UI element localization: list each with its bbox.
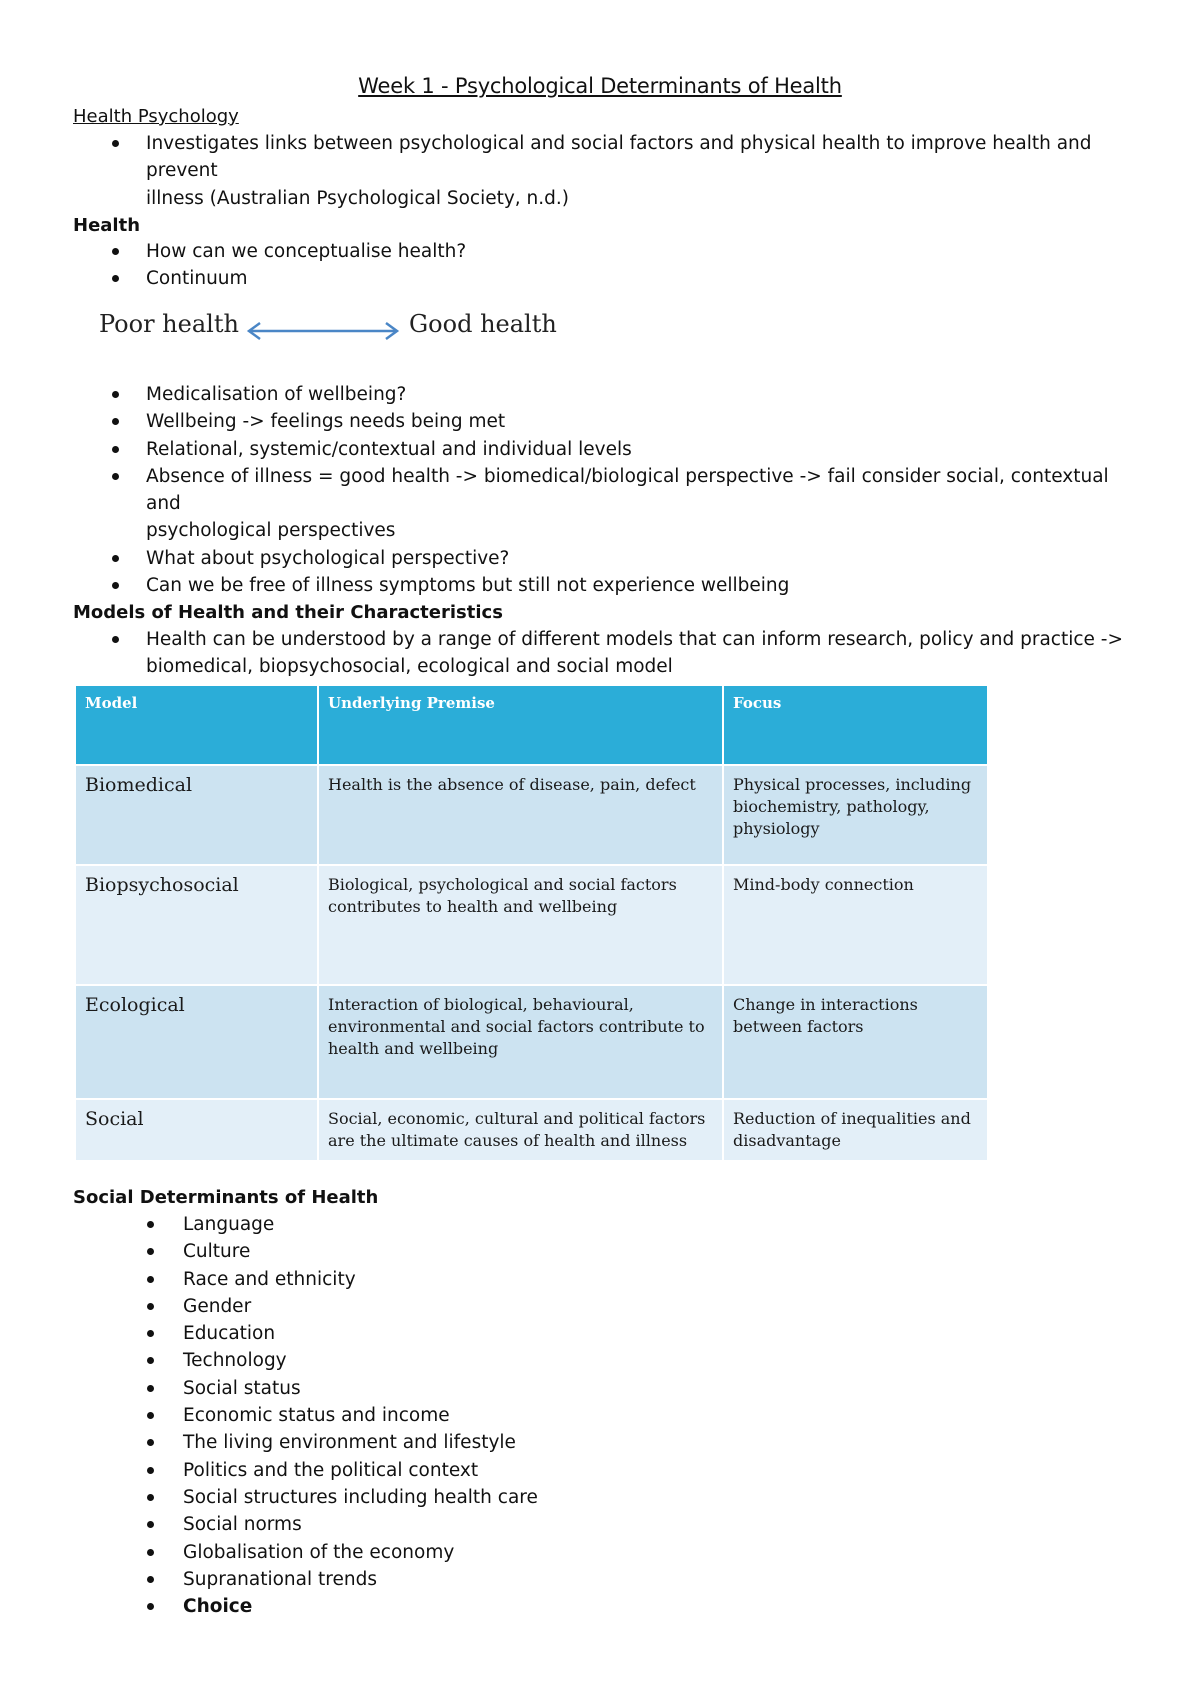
list-item: Technology (183, 1347, 983, 1374)
list-item: Social status (183, 1375, 983, 1402)
bullet-icon (147, 1276, 154, 1283)
bullet-icon (112, 582, 119, 589)
list-item: Medicalisation of wellbeing? (146, 381, 1146, 408)
cell-model: Ecological (75, 985, 318, 1099)
list-item: Choice (183, 1593, 983, 1620)
list-item: Language (183, 1211, 983, 1238)
list-item: Gender (183, 1293, 983, 1320)
bullet-icon (147, 1494, 154, 1501)
list-item: Relational, systemic/contextual and individual levels (146, 436, 1146, 463)
models-table (74, 684, 989, 1162)
list-item: What about psychological perspective? (146, 545, 1146, 572)
table-row (75, 865, 988, 985)
models-list (146, 626, 1146, 681)
list-item: Continuum (146, 265, 1146, 292)
double-arrow-icon (244, 320, 402, 342)
continuum-right-label: Good health (409, 310, 557, 338)
bullet-icon (147, 1467, 154, 1474)
bullet-icon (147, 1521, 154, 1528)
list-item: Globalisation of the economy (183, 1539, 983, 1566)
bullet-icon (112, 140, 119, 147)
continuum-left-label: Poor health (99, 310, 239, 338)
list-item: Social structures including health care (183, 1484, 983, 1511)
cell-focus: Physical processes, including biochemistry, pathology, physiology (723, 765, 988, 865)
health-list-top (146, 238, 1146, 293)
bullet-icon (112, 473, 119, 480)
cell-focus: Change in interactions between factors (723, 985, 988, 1099)
bullet-icon (112, 636, 119, 643)
table-row (75, 765, 988, 865)
bullet-icon (147, 1303, 154, 1310)
list-item: biomedical, biopsychosocial, ecological and social model (146, 656, 673, 678)
list-item: Race and ethnicity (183, 1266, 983, 1293)
bullet-icon (147, 1603, 154, 1610)
cell-focus: Mind-body connection (723, 865, 988, 985)
bullet-icon (147, 1576, 154, 1583)
cell-model: Biopsychosocial (75, 865, 318, 985)
bullet-icon (147, 1330, 154, 1337)
bullet-icon (147, 1549, 154, 1556)
cell-premise: Interaction of biological, behavioural, environmental and social factors contribute to health and wellbeing (318, 985, 723, 1099)
table-row (75, 1099, 988, 1161)
bullet-icon (112, 418, 119, 425)
bullet-icon (147, 1412, 154, 1419)
bullet-icon (147, 1357, 154, 1364)
heading-health-psychology: Health Psychology (73, 106, 239, 127)
list-item: Economic status and income (183, 1402, 983, 1429)
bullet-icon (147, 1439, 154, 1446)
heading-models: Models of Health and their Characteristics (73, 602, 503, 623)
health-list-bottom (146, 381, 1146, 599)
bullet-icon (112, 275, 119, 282)
cell-model: Biomedical (75, 765, 318, 865)
cell-model: Social (75, 1099, 318, 1161)
bullet-icon (147, 1248, 154, 1255)
list-item: illness (Australian Psychological Society, n.d.) (146, 187, 570, 209)
header-premise: Underlying Premise (318, 685, 723, 765)
list-item: How can we conceptualise health? (146, 238, 1146, 265)
header-model: Model (75, 685, 318, 765)
bullet-icon (112, 446, 119, 453)
heading-health: Health (73, 215, 141, 236)
list-item: Absence of illness = good health -> biomedical/biological perspective -> fail consider social, contextual and (146, 463, 1146, 518)
health-psychology-list (146, 130, 1146, 212)
list-item: Education (183, 1320, 983, 1347)
cell-premise: Social, economic, cultural and political factors are the ultimate causes of health and illness (318, 1099, 723, 1161)
table-header-row (75, 685, 988, 765)
list-item: Can we be free of illness symptoms but still not experience wellbeing (146, 572, 1146, 599)
heading-social-determinants: Social Determinants of Health (73, 1187, 379, 1208)
list-item: Supranational trends (183, 1566, 983, 1593)
social-determinants-list (183, 1211, 983, 1620)
cell-premise: Biological, psychological and social factors contributes to health and wellbeing (318, 865, 723, 985)
list-item: Politics and the political context (183, 1457, 983, 1484)
list-item: The living environment and lifestyle (183, 1429, 983, 1456)
bullet-icon (147, 1221, 154, 1228)
list-item: Wellbeing -> feelings needs being met (146, 408, 1146, 435)
cell-focus: Reduction of inequalities and disadvantage (723, 1099, 988, 1161)
cell-premise: Health is the absence of disease, pain, defect (318, 765, 723, 865)
bullet-icon (112, 391, 119, 398)
list-item: Health can be understood by a range of different models that can inform research, policy and practice -> (146, 626, 1146, 653)
list-item: Investigates links between psychological and social factors and physical health to improve health and prevent (146, 130, 1146, 185)
list-item: Social norms (183, 1511, 983, 1538)
bullet-icon (147, 1385, 154, 1392)
bullet-icon (112, 248, 119, 255)
list-item: psychological perspectives (146, 520, 396, 542)
page-title: Week 1 - Psychological Determinants of Health (358, 74, 842, 98)
list-item: Culture (183, 1238, 983, 1265)
bullet-icon (112, 555, 119, 562)
table-row (75, 985, 988, 1099)
header-focus: Focus (723, 685, 988, 765)
